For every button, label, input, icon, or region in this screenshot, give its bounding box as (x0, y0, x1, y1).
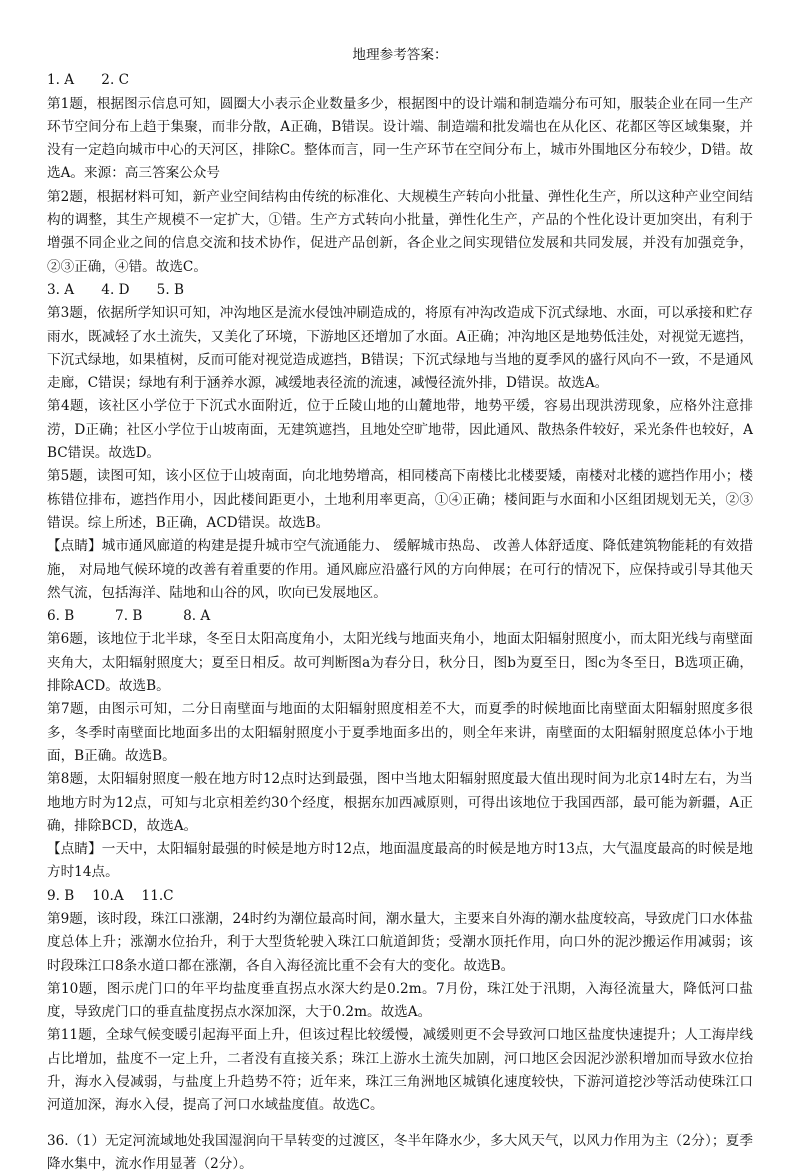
explanation-q9: 第9题，该时段，珠江口涨潮，24时约为潮位最高时间，潮水量大，主要来自外海的潮水盐度较高，导致虎门口水体盐度总体上升；涨潮水位抬升，利于大型货轮驶入珠江口航道卸货；受潮水顶托作用，向口外的泥沙搬运作用减弱；该时段珠江口8条水道口都在涨潮，各自入海径流比重不会有大的变化。故选B。 (47, 910, 753, 974)
section-spacer (47, 1118, 753, 1130)
answer-header-3-5: 3. A 4. D 5. B (47, 281, 184, 298)
document-title: 地理参考答案： (352, 47, 448, 63)
explanation-q7: 第7题，由图示可知，二分日南壁面与地面的太阳辐射照度相差不大，而夏季的时候地面比南壁面太阳辐射照度多很多，冬季时南壁面比地面多出的太阳辐射照度小于夏季地面多出的，则全年来讲，南壁面的太阳辐射照度总体小于地面，B正确。故选B。 (47, 701, 753, 764)
answer-q36-part1: 36.（1）无定河流域地处我国湿润向干旱转变的过渡区，冬半年降水少，多大风天气，以风力作用为主（2分）；夏季降水集中，流水作用显著（2分）。 (47, 1132, 753, 1172)
answer-header-9-11: 9. B 10.A 11.C (47, 887, 174, 904)
explanation-q6: 第6题，该地位于北半球，冬至日太阳高度角小，太阳光线与地面夹角小，地面太阳辐射照度小，而太阳光线与南壁面夹角大，太阳辐射照度大；夏至日相反。故可判断图a为春分日，秋分日，图b为夏至日，图c为冬至日，B选项正确，排除ACD。故选B。 (47, 631, 753, 695)
explanation-q11: 第11题，全球气候变暖引起海平面上升，但该过程比较缓慢，减缓则更不会导致河口地区盐度快速提升；人工海岸线占比增加，盐度不一定上升，二者没有直接关系；珠江上游水土流失加剧，河口地区会因泥沙淤积增加而导致水位抬升，海水入侵减弱，与盐度上升趋势不符；近年来，珠江三角洲地区城镇化速度较快，下游河道挖沙等活动使珠江口河道加深，海水入侵，提高了河口水域盐度值。故选C。 (47, 1027, 753, 1114)
explanation-q1: 第1题，根据图示信息可知，圆圈大小表示企业数量多少，根据图中的设计端和制造端分布可知，服装企业在同一生产环节空间分布上趋于集聚，而非分散，A正确，B错误。设计端、制造端和批发端也在从化区、花都区等区域集聚，并没有一定趋向城市中心的天河区，排除C。整体而言，同一生产环节在空间分布上，城市外围地区分布较少，D错。故选A。来源：高三答案公众号 (47, 95, 753, 182)
explanation-q2: 第2题，根据材料可知，新产业空间结构由传统的标准化、大规模生产转向小批量、弹性化生产，所以这种产业空间结构的调整，其生产规模不一定扩大，①错。生产方式转向小批量，弹性化生产，产品的个性化设计更加突出，有利于增强不同企业之间的信息交流和技术协作，促进产品创新，各企业之间实现错位发展和共同发展，并没有加强竞争，②③正确，④错。故选C。 (47, 188, 753, 275)
answer-header-6-8: 6. B 7. B 8. A (47, 608, 211, 625)
explanation-q5: 第5题，读图可知，该小区位于山坡南面，向北地势增高，相同楼高下南楼比北楼要矮，南楼对北楼的遮挡作用小；楼栋错位排布，遮挡作用小，因此楼间距更小，土地利用率更高，①④正确；楼间距与水面和小区组团规划无关，②③错误。综上所述，B正确，ACD错误。故选B。 (47, 468, 753, 531)
explanation-q10: 第10题，图示虎门口的年平均盐度垂直拐点水深大约是0.2m。7月份，珠江处于汛期，入海径流量大，降低河口盐度，导致虎门口的垂直盐度拐点水深加深，大于0.2m。故选A。 (47, 980, 753, 1021)
explanation-q3: 第3题，依据所学知识可知，冲沟地区是流水侵蚀冲刷造成的，将原有冲沟改造成下沉式绿地、水面，可以承接和贮存雨水，既减轻了水土流失，又美化了环境，下游地区还增加了水面。A正确；冲沟地区是地势低洼处，对视觉无遮挡，下沉式绿地，如果植树，反而可能对视觉造成遮挡，B错误；下沉式绿地与当地的夏季风的盛行风向不一致，不是通风走廊，C错误；绿地有利于涵养水源，减缓地表径流的流速，减慢径流外排，D错误。故选A。 (47, 305, 753, 392)
key-point-note-1: 【点睛】城市通风廊道的构建是提升城市空气流通能力、 缓解城市热岛、 改善人体舒适度、降低建筑物能耗的有效措施， 对局地气候环境的改善有着重要的作用。通风廊应沿盛行风的方向伸展；在可行的情况下，应保持或引导其他天然气流，包括海洋、陆地和山谷的风，吹向已发展地区。 (47, 538, 753, 601)
answer-header-1-2: 1. A 2. C (47, 72, 129, 89)
explanation-q4: 第4题，该社区小学位于下沉式水面附近，位于丘陵山地的山麓地带，地势平缓，容易出现洪涝现象，应格外注意排涝，D正确；社区小学位于山坡南面，无建筑遮挡，且地处空旷地带，因此通风、散热条件较好，采光条件也较好，ABC错误。故选D。 (47, 398, 753, 462)
answer-document (47, 44, 753, 1176)
explanation-q8: 第8题，太阳辐射照度一般在地方时12点时达到最强，图中当地太阳辐射照度最大值出现时间为北京14时左右，为当地地方时为12点，可知与北京相差约30个经度，根据东加西减原则，可得出该地位于我国西部，最可能为新疆，A正确，排除BCD，故选A。 (47, 771, 753, 834)
key-point-note-2: 【点睛】一天中，太阳辐射最强的时候是地方时12点，地面温度最高的时候是地方时13点，大气温度最高的时候是地方时14点。 (47, 841, 753, 881)
